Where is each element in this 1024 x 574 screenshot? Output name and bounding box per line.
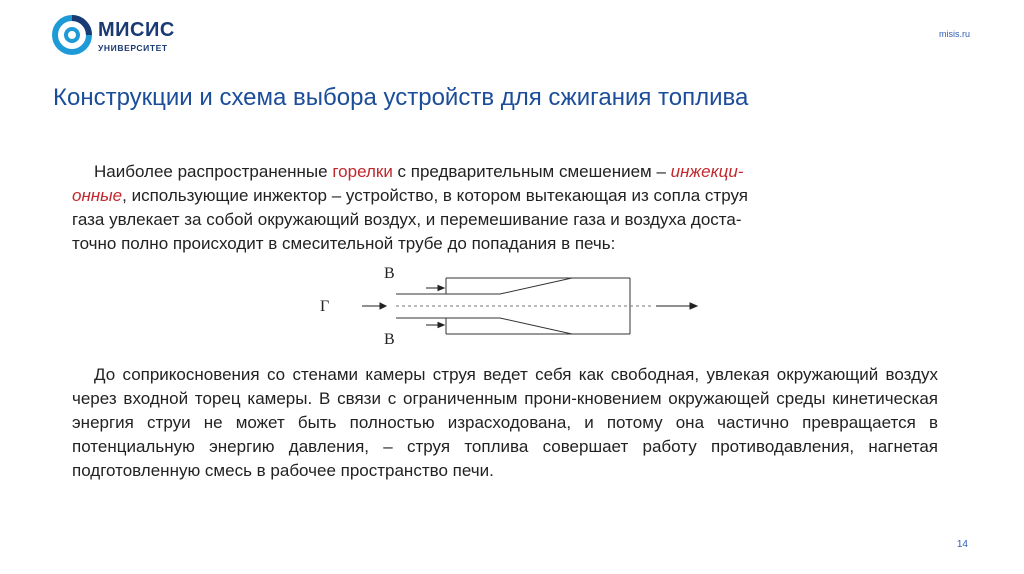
term-injection: инжекци- bbox=[670, 162, 744, 181]
paragraph-line: газа увлекает за собой окружающий воздух, и перемешивание газа и воздуха доста- bbox=[72, 210, 742, 229]
term-injection-cont: онные bbox=[72, 186, 123, 205]
diagram-label-air-top: В bbox=[384, 265, 395, 282]
gas-arrow-icon bbox=[362, 303, 386, 309]
diagram-label-air-bottom: В bbox=[384, 331, 395, 348]
air-arrow-top-icon bbox=[426, 286, 444, 291]
air-arrow-bottom-icon bbox=[426, 323, 444, 328]
paragraph-main-text: До соприкосновения со стенами камеры струя ведет себя как свободная, увлекая окружающий воздух через входной торец камеры. В связи с ограниченным прони-кновением окружающей среды кинетическая энергия струи не может быть полностью израсходована, и потому она частично превращается в потенциальную энергию давления, – струя топлива совершает работу противодавления, нагнетая подготовленную смесь в рабочее пространство печи. bbox=[72, 365, 938, 480]
paragraph-intro bbox=[72, 160, 938, 256]
paragraph-line: онные, использующие инжектор – устройство, в котором вытекающая из сопла струя bbox=[72, 186, 748, 205]
slide-title: Конструкции и схема выбора устройств для сжигания топлива bbox=[53, 84, 749, 111]
misis-logo bbox=[51, 13, 175, 57]
misis-logo-icon bbox=[51, 13, 95, 57]
diagram-label-gas: Г bbox=[320, 298, 330, 315]
term-burners: горелки bbox=[332, 162, 393, 181]
output-arrow-icon bbox=[656, 303, 697, 309]
paragraph-main bbox=[72, 363, 938, 483]
paragraph-line: точно полно происходит в смесительной трубе до попадания в печь: bbox=[72, 234, 616, 253]
site-url[interactable]: misis.ru bbox=[939, 29, 970, 39]
logo-name: МИСИС bbox=[98, 19, 175, 41]
paragraph-line: Наиболее распространенные горелки с предварительным смешением – инжекци- bbox=[94, 162, 744, 181]
injector-diagram bbox=[300, 258, 710, 358]
page-number: 14 bbox=[956, 539, 968, 550]
logo-subtitle: УНИВЕРСИТЕТ bbox=[98, 43, 168, 53]
